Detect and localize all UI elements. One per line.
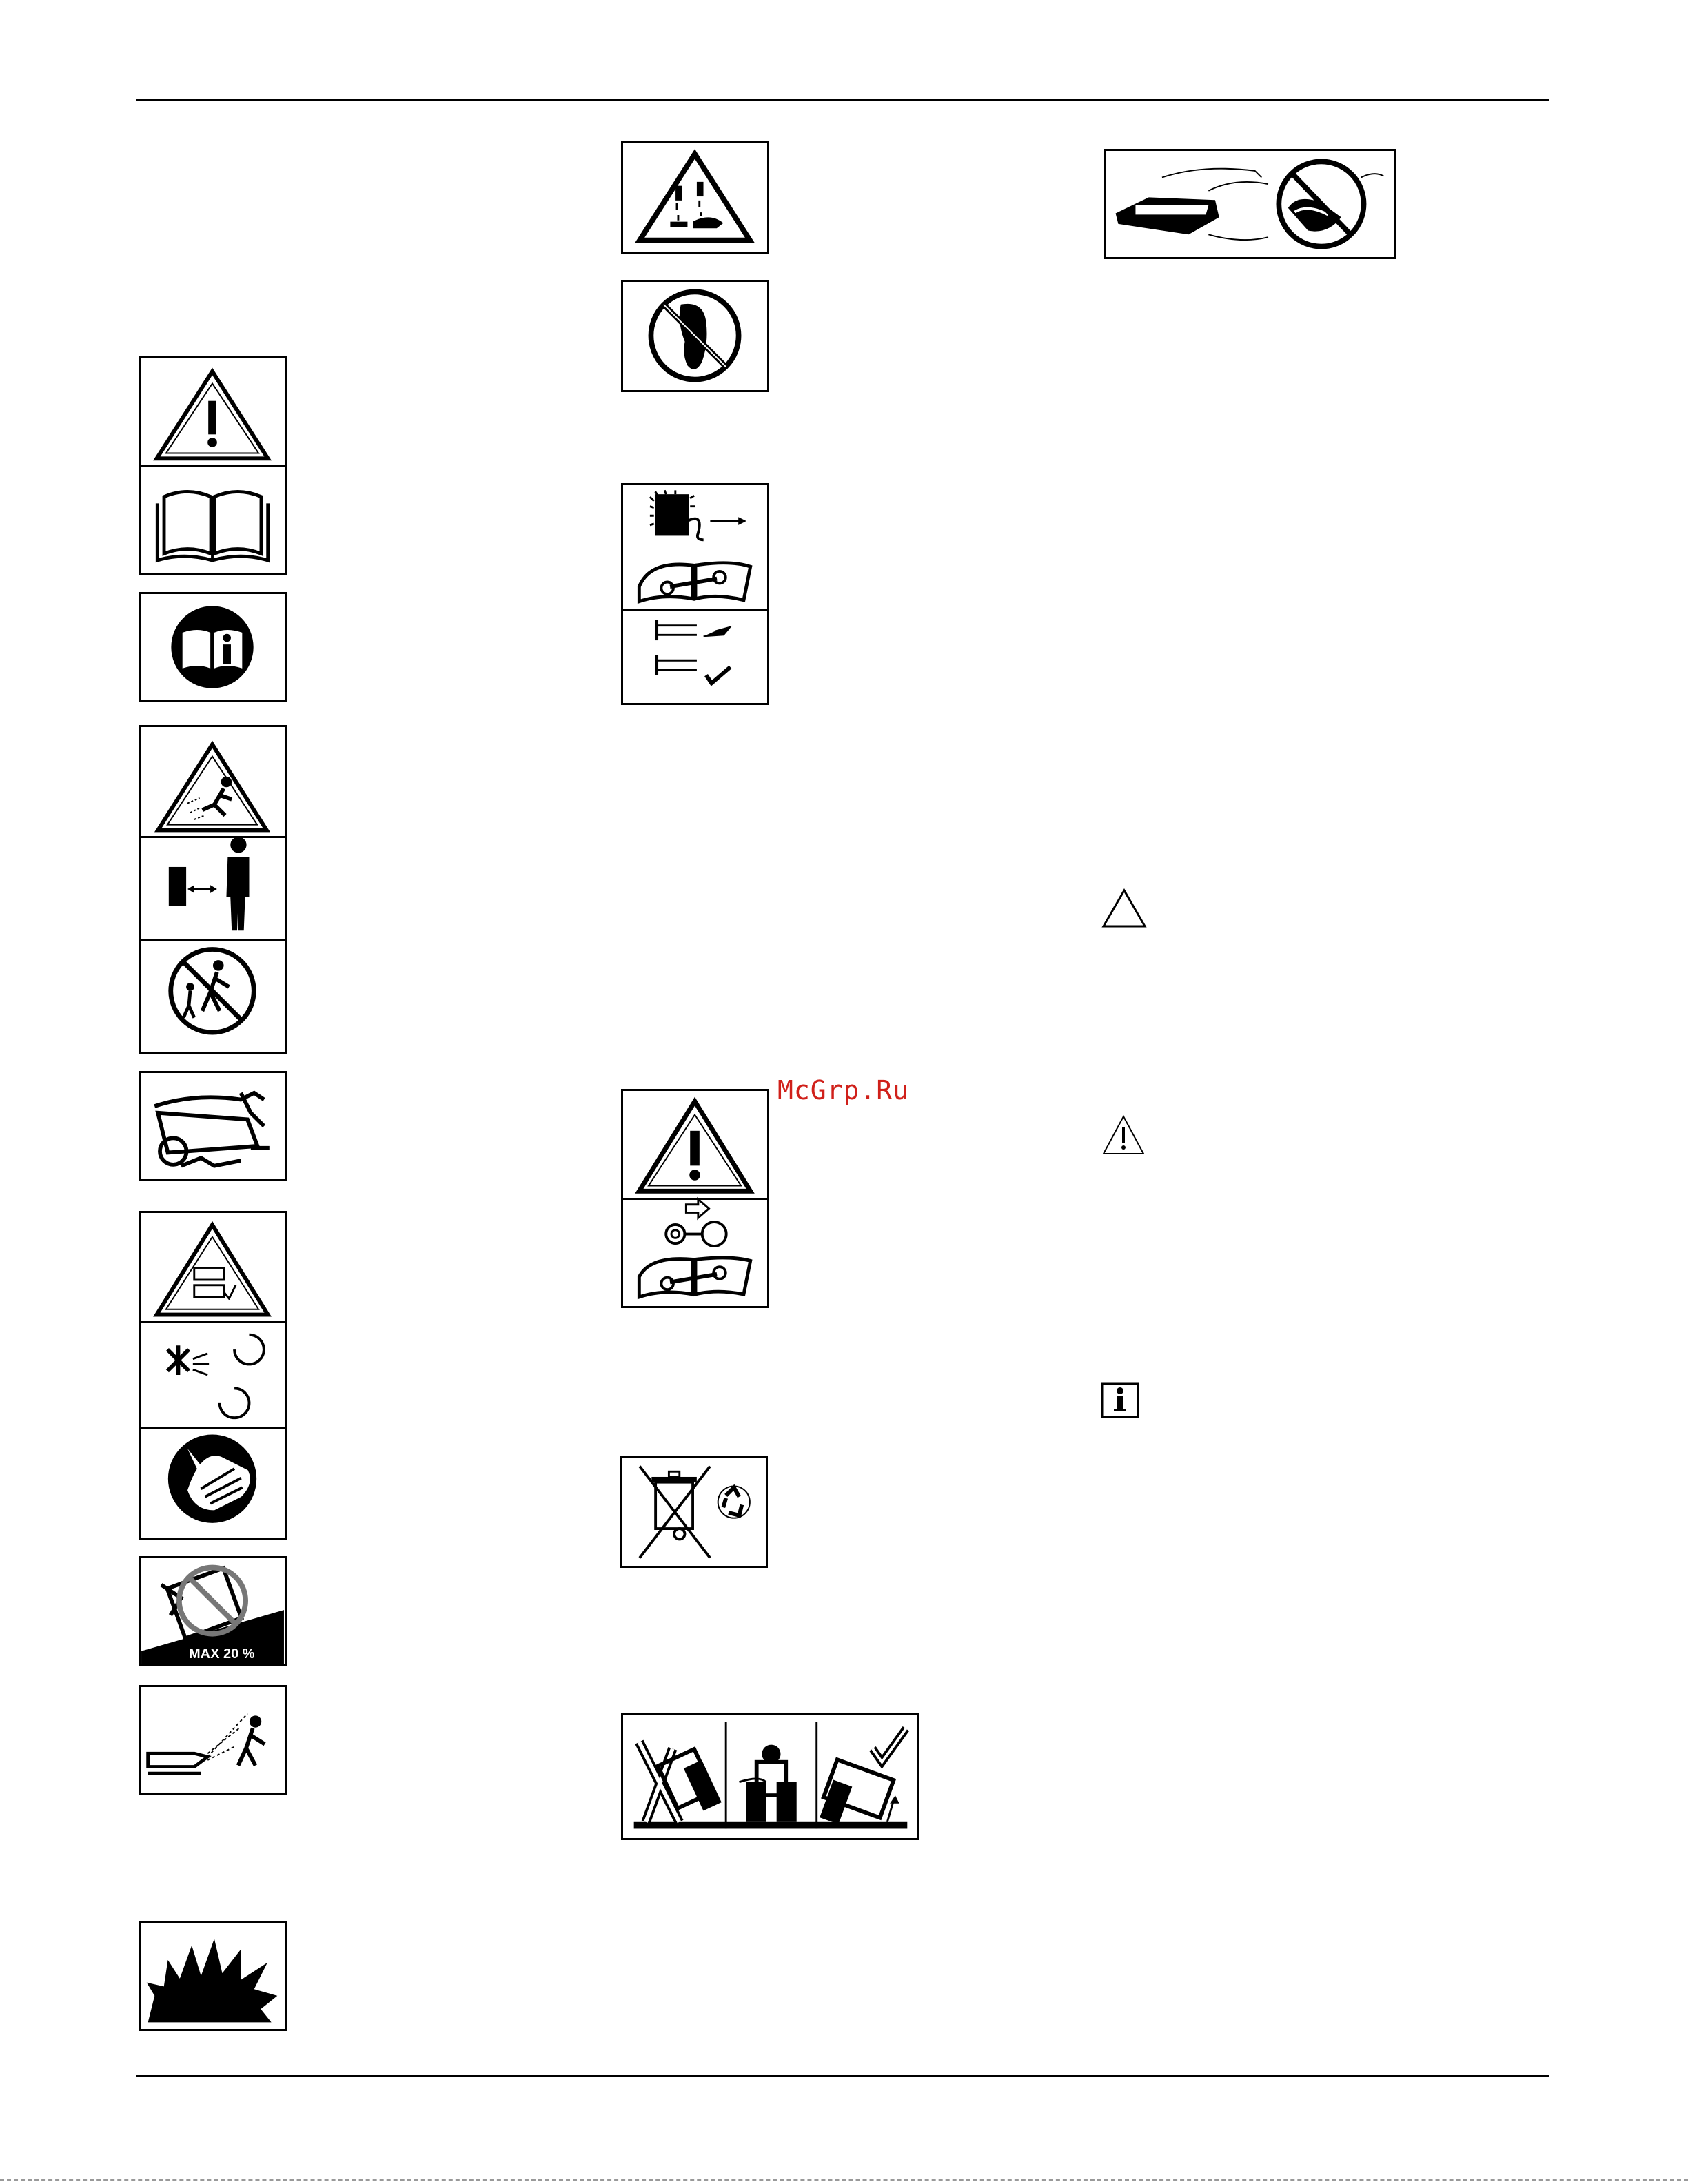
explosion-symbol — [139, 1921, 287, 2031]
tipping-illustration-icon — [623, 1715, 917, 1838]
consult-manual-symbol — [139, 592, 287, 702]
weee-recycle-icon — [622, 1458, 766, 1566]
info-mark-icon — [1101, 1382, 1139, 1418]
open-book-icon — [141, 358, 285, 573]
no-hand-under-deck-icon — [1106, 151, 1394, 257]
key-service-symbol — [621, 1089, 769, 1308]
explosion-icon — [141, 1923, 285, 2029]
cut-hand-icon — [141, 1213, 285, 1538]
no-foot-icon — [623, 282, 767, 390]
discharge-hazard-symbol — [139, 1685, 287, 1795]
header-rule — [136, 99, 1549, 101]
service-manual-symbol — [621, 483, 769, 705]
corrosive-symbol — [621, 141, 769, 254]
watermark: McGrp.Ru — [777, 1075, 910, 1105]
thrown-objects-symbol — [139, 725, 287, 1054]
warning-read-manual-symbol — [139, 356, 287, 575]
weee-recycle-symbol — [620, 1456, 768, 1568]
slope-limit-symbol — [139, 1556, 287, 1666]
manual-info-icon — [141, 594, 285, 700]
tipping-slope-symbol — [621, 1713, 919, 1840]
rollover-icon — [141, 1073, 285, 1179]
no-hand-under-deck-symbol — [1104, 149, 1396, 259]
no-foot-symbol — [621, 280, 769, 392]
rollover-symbol — [139, 1071, 287, 1181]
no-children-icon — [141, 727, 285, 1052]
caution-triangle-icon — [1101, 888, 1148, 929]
corrosive-warning-icon — [623, 143, 767, 252]
discharge-thrown-objects-icon — [141, 1687, 285, 1793]
rotating-blades-symbol — [139, 1211, 287, 1540]
page-edge-dashes — [0, 2179, 1688, 2181]
slope-limit-label: MAX 20 % — [189, 1646, 255, 1662]
footer-rule — [136, 2075, 1549, 2077]
ignition-key-manual-icon — [623, 1091, 767, 1306]
warning-triangle-small-icon — [1101, 1114, 1146, 1156]
lever-positions-icon — [623, 485, 767, 703]
